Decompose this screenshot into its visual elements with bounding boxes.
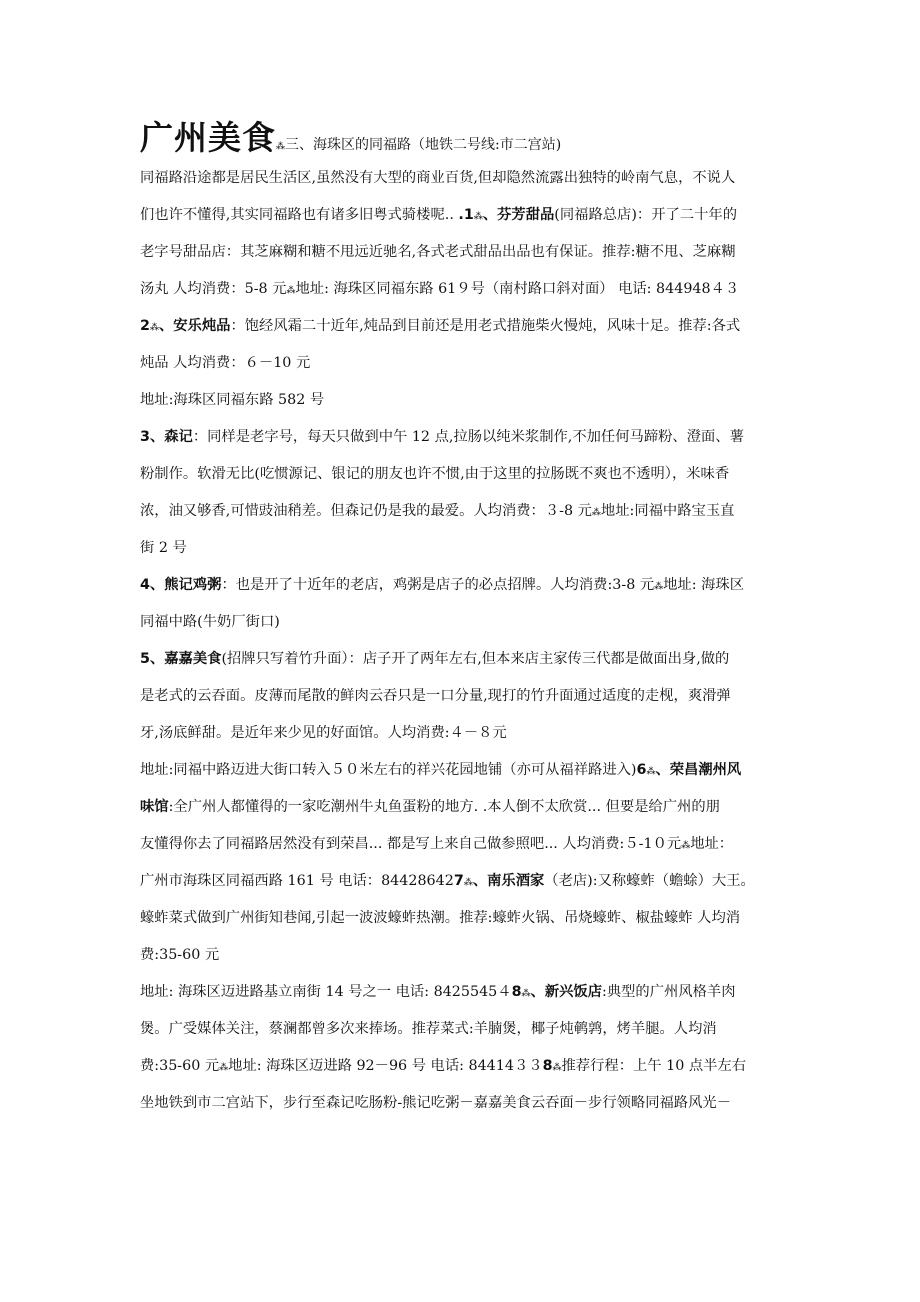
text-line — [140, 345, 790, 382]
bullet-mark: ⁂ — [463, 878, 473, 888]
bullet-mark: ⁂ — [552, 1063, 562, 1073]
bold-text: 味馆 — [140, 799, 169, 815]
text-run: ：同样是老字号，每天只做到中午 12 点,拉肠以纯米浆制作,不加任何马蹄粉、澄面、薯 — [192, 429, 744, 445]
text-run: 地址:同福中路宝玉直 — [600, 503, 735, 519]
text-run: 牙,汤底鲜甜。是近年来少见的好面馆。人均消费:４－８元 — [140, 725, 507, 741]
text-run: 煲。广受媒体关注，蔡澜都曾多次来捧场。推荐菜式:羊腩煲，椰子炖鹌鹑，烤羊腿。人均消 — [140, 1021, 717, 1037]
text-run: 广州市海珠区同福西路 161 号 电话：84428642 — [140, 873, 454, 889]
text-run: 是老式的云吞面。皮薄而尾散的鲜肉云吞只是一口分量,现打的竹升面通过适度的走枧，爽滑弹 — [140, 688, 731, 704]
text-line — [140, 604, 790, 641]
page-title: 广州美食 — [140, 118, 276, 157]
text-line — [140, 641, 790, 678]
text-run: 同福路沿途都是居民生活区,虽然没有大型的商业百货,但却隐然流露出独特的岭南气息，不说人 — [140, 170, 736, 186]
bold-text: 3、森记 — [140, 429, 193, 445]
bold-text: 2 — [140, 318, 150, 334]
bold-text: 、南乐酒家 — [472, 873, 545, 889]
text-line — [140, 752, 790, 789]
text-run: (同福路总店)：开了二十年的 — [554, 207, 738, 223]
text-run: 浓，油又够香,可惜豉油稍差。但森记仍是我的最爱。人均消费：３-8 元 — [140, 503, 592, 519]
text-line — [140, 1048, 790, 1085]
text-line — [140, 900, 790, 937]
text-line — [140, 160, 790, 197]
bold-text: 、安乐炖品 — [158, 318, 231, 334]
text-run: 老字号甜品店：其芝麻糊和糖不甩远近驰名,各式老式甜品出品也有保证。推荐:糖不甩、芝麻糊 — [140, 244, 736, 260]
text-run: 街 2 号 — [140, 540, 187, 556]
bold-text: 6 — [636, 762, 647, 778]
bullet-mark: ⁂ — [681, 841, 691, 851]
text-line — [140, 715, 790, 752]
text-line — [140, 826, 790, 863]
text-run: 坐地铁到市二宫站下，步行至森记吃肠粉-熊记吃粥－嘉嘉美食云吞面－步行领略同福路风光－ — [140, 1095, 731, 1111]
bold-text: 8 — [511, 984, 522, 1000]
text-run: :典型的广州风格羊肉 — [602, 984, 736, 1000]
article-body — [140, 160, 790, 1122]
text-line — [140, 1011, 790, 1048]
text-run: 费:35-60 元 — [140, 947, 220, 963]
bullet-mark: ⁂ — [286, 286, 296, 296]
bold-text: 5、嘉嘉美食 — [140, 651, 222, 667]
bullet-mark: ⁂ — [473, 212, 483, 222]
text-line — [140, 308, 790, 345]
text-line — [140, 1085, 790, 1122]
bullet-mark: ⁂ — [149, 323, 159, 333]
text-line — [140, 197, 790, 234]
bullet-mark: ⁂ — [219, 1063, 229, 1073]
text-run: 地址: 海珠区同福东路 61９号（南村路口斜对面） 电话: 844948４３ — [295, 281, 740, 297]
bullet-mark: ⁂ — [591, 508, 601, 518]
bullet-mark: ⁂ — [654, 582, 664, 592]
text-run: 地址： — [690, 836, 734, 852]
heading-line — [140, 112, 790, 160]
bold-text: 、新兴饭店 — [530, 984, 603, 1000]
text-line — [140, 863, 790, 900]
document-page — [140, 112, 790, 1122]
text-run: 同福中路(牛奶厂街口) — [140, 614, 280, 630]
section-subtitle: 三、海珠区的同福路（地铁二号线:市二宫站) — [285, 137, 562, 153]
text-run: 推荐行程：上午 10 点半左右 — [561, 1058, 747, 1074]
text-run: （老店):又称蠔蚱（蟾蜍）大王。 — [544, 873, 755, 889]
bullet-mark: ⁂ — [276, 142, 285, 152]
text-line — [140, 456, 790, 493]
bold-text: 、芬芳甜品 — [482, 207, 555, 223]
text-run: 地址: 海珠区迈进路基立南街 14 号之一 电话: 8425545４ — [140, 984, 512, 1000]
text-run: ：也是开了十近年的老店，鸡粥是店子的必点招牌。人均消费:3-8 元 — [221, 577, 655, 593]
text-run: 友懂得你去了同福路居然没有到荣昌... 都是写上来自己做参照吧... 人均消费:５-1０元 — [140, 836, 682, 852]
text-line — [140, 937, 790, 974]
text-line — [140, 678, 790, 715]
text-line — [140, 234, 790, 271]
text-run: 汤丸 人均消费：5-8 元 — [140, 281, 287, 297]
text-line — [140, 567, 790, 604]
text-run: 们也许不懂得,其实同福路也有诸多旧粤式骑楼呢.. — [140, 207, 459, 223]
text-line — [140, 974, 790, 1011]
text-line — [140, 493, 790, 530]
text-line — [140, 419, 790, 456]
bold-text: 4、熊记鸡粥 — [140, 577, 222, 593]
bold-text: 、荣昌潮州风 — [655, 762, 742, 778]
text-line — [140, 530, 790, 567]
text-run: (招牌只写着竹升面）：店子开了两年左右,但本来店主家传三代都是做面出身,做的 — [221, 651, 730, 667]
text-run: ：饱经风霜二十近年,炖品到目前还是用老式措施柴火慢炖，风味十足。推荐:各式 — [230, 318, 741, 334]
bold-text: 8 — [542, 1058, 553, 1074]
text-run: 蠔蚱菜式做到广州街知巷闻,引起一波波蠔蚱热潮。推荐:蠔蚱火锅、吊烧蠔蚱、椒盐蠔蚱 人均消 — [140, 910, 741, 926]
bold-text: .1 — [458, 207, 474, 223]
bullet-mark: ⁂ — [521, 989, 531, 999]
bullet-mark: ⁂ — [646, 767, 656, 777]
text-run: 地址:同福中路迈进大街口转入５０米左右的祥兴花园地铺（亦可从福祥路进入) — [140, 762, 637, 778]
bold-text: 7 — [453, 873, 464, 889]
text-run: 炖品 人均消费：６－10 元 — [140, 355, 311, 371]
text-line — [140, 271, 790, 308]
text-run: 地址:海珠区同福东路 582 号 — [140, 392, 325, 408]
text-run: :全广州人都懂得的一家吃潮州牛丸鱼蛋粉的地方. .本人倒不太欣赏... 但要是给广州的朋 — [168, 799, 720, 815]
text-run: 地址: 海珠区 — [663, 577, 744, 593]
text-line — [140, 789, 790, 826]
text-line — [140, 382, 790, 419]
text-run: 粉制作。软滑无比(吃惯源记、银记的朋友也许不惯,由于这里的拉肠既不爽也不透明），米味香 — [140, 466, 730, 482]
text-run: 地址: 海珠区迈进路 92－96 号 电话: 84414３３ — [228, 1058, 543, 1074]
text-run: 费:35-60 元 — [140, 1058, 220, 1074]
